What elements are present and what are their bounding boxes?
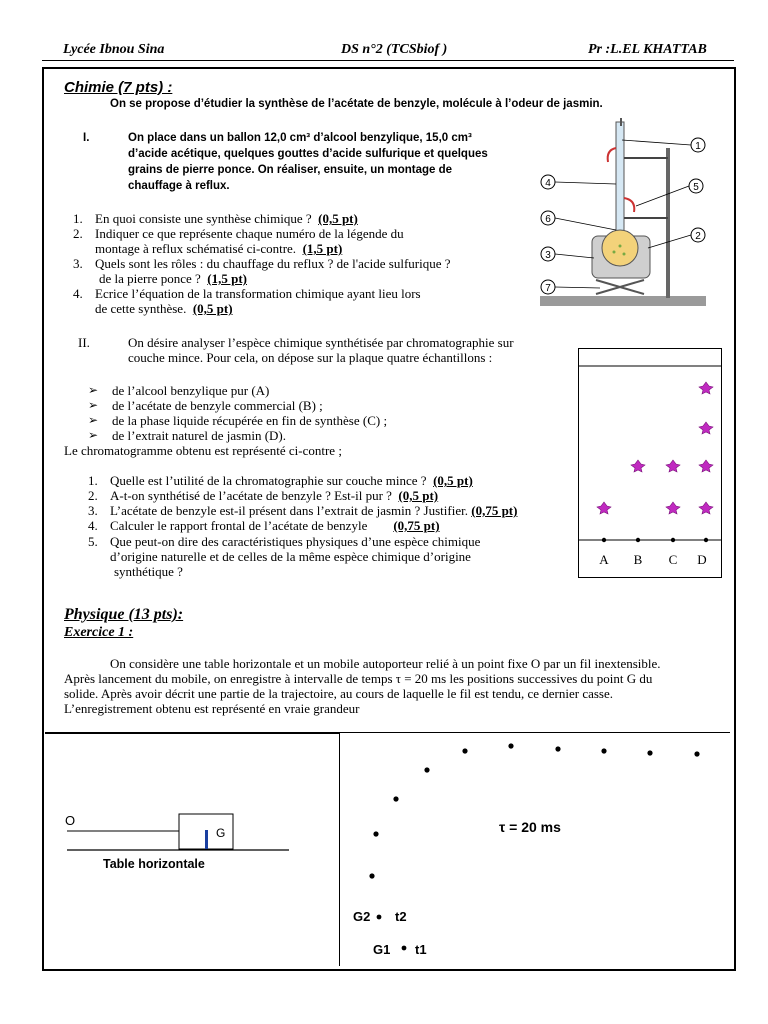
chromatogram-plate bbox=[578, 348, 722, 578]
question-2: 2. A-t-on synthétisé de l’acétate de benzyle ? Est-il pur ? (0,5 pt) bbox=[88, 488, 439, 503]
legend-number: 4 bbox=[545, 178, 551, 189]
chromato-sentence: Le chromatogramme obtenu est représenté ci-contre ; bbox=[64, 443, 342, 458]
legend-number: 3 bbox=[545, 250, 551, 261]
deposit-point bbox=[704, 538, 708, 542]
legend-number: 6 bbox=[545, 214, 551, 225]
recorded-point bbox=[424, 767, 429, 772]
question-5: 5. Que peut-on dire des caractéristiques physiques d’une espèce chimique d’origine naturelle et de celles de la même espèce chimique d’origine synthétique ? bbox=[88, 534, 481, 579]
recorded-point bbox=[694, 751, 699, 756]
question-3: 3. L’acétate de benzyle est-il présent dans l’extrait de jasmin ? Justifier. (0,75 pt) bbox=[88, 503, 518, 518]
question-1: 1. Quelle est l’utilité de la chromatographie sur couche mince ? (0,5 pt) bbox=[88, 473, 473, 488]
part1-line: chauffage à reflux. bbox=[128, 180, 230, 192]
recorded-point bbox=[601, 748, 606, 753]
recorded-point bbox=[555, 746, 560, 751]
stand-rod bbox=[666, 148, 670, 298]
points-badge: (0,75 pt) bbox=[393, 518, 440, 533]
points-badge: (1,5 pt) bbox=[302, 241, 343, 256]
lane-label: A bbox=[599, 552, 609, 567]
legend-number: 2 bbox=[695, 231, 701, 242]
lane-label: D bbox=[697, 552, 707, 567]
chimie-title: Chimie (7 pts) : bbox=[64, 79, 173, 96]
deposit-point bbox=[602, 538, 606, 542]
recorded-point bbox=[647, 750, 652, 755]
deposit-point bbox=[671, 538, 675, 542]
teacher-name: Pr :L.EL KHATTAB bbox=[588, 42, 707, 57]
part1-line: d’acide acétique, quelques gouttes d’acide sulfurique et quelques bbox=[128, 148, 488, 160]
points-badge: (0,5 pt) bbox=[433, 473, 473, 488]
recording-figure-top bbox=[339, 732, 730, 733]
reflux-apparatus-figure bbox=[536, 118, 712, 318]
recorded-point bbox=[373, 831, 378, 836]
part2-text bbox=[128, 335, 568, 365]
sample-list bbox=[88, 383, 528, 443]
text-line: solide. Après avoir décrit une partie de la trajectoire, au cours de laquelle le fil est tendu, ce dernier casse. bbox=[64, 686, 614, 701]
points-badge: (0,5 pt) bbox=[192, 301, 233, 316]
legend-number: 1 bbox=[695, 141, 701, 152]
round-bottom-flask bbox=[602, 230, 638, 266]
setup-figure bbox=[45, 734, 339, 964]
apparatus-base bbox=[540, 296, 706, 306]
t2-label: t2 bbox=[395, 909, 407, 924]
g1-point bbox=[402, 946, 407, 951]
part2-question-list bbox=[88, 473, 568, 579]
deposit-point bbox=[636, 538, 640, 542]
school-name: Lycée Ibnou Sina bbox=[63, 42, 165, 57]
list-item: ➢ de l’acétate de benzyle commercial (B) ; bbox=[88, 398, 528, 413]
text-line: On considère une table horizontale et un mobile autoporteur relié à un point fixe O par un fil inextensible. bbox=[110, 656, 661, 671]
list-item: ➢ de l’alcool benzylique pur (A) bbox=[88, 383, 528, 398]
lane-label: B bbox=[633, 552, 643, 567]
condenser bbox=[616, 122, 624, 232]
part1-text bbox=[128, 130, 528, 194]
point-g-label: G bbox=[216, 826, 226, 840]
part2-roman: II. bbox=[78, 335, 90, 350]
lane-label: C bbox=[668, 552, 678, 567]
part1-roman: I. bbox=[83, 132, 90, 144]
part2-line: On désire analyser l’espèce chimique synthétisée par chromatographie sur bbox=[128, 335, 514, 350]
points-badge: (0,5 pt) bbox=[398, 488, 439, 503]
legend-number: 5 bbox=[693, 182, 699, 193]
exercise-title: Exercice 1 : bbox=[64, 625, 134, 640]
text-line: Après lancement du mobile, on enregistre à intervalle de temps τ = 20 ms les positions successives du point G du bbox=[64, 671, 653, 686]
question-1: 1. En quoi consiste une synthèse chimique ? (0,5 pt) bbox=[73, 211, 358, 226]
g2-label: G2 bbox=[353, 909, 371, 924]
question-4: 4. Ecrice l’équation de la transformation chimique ayant lieu lors de cette synthèse. (0,5 pt) bbox=[73, 286, 421, 316]
part1-line: On place dans un ballon 12,0 cm³ d’alcool benzylique, 15,0 cm³ bbox=[128, 132, 472, 144]
physique-title: Physique (13 pts): bbox=[64, 606, 184, 623]
text-line: L’enregistrement obtenu est représenté en vraie grandeur bbox=[64, 701, 360, 716]
trajectory-recording bbox=[339, 734, 730, 964]
recorded-point bbox=[393, 796, 398, 801]
points-badge: (0,5 pt) bbox=[318, 211, 358, 226]
header-rule bbox=[42, 60, 734, 61]
t1-label: t1 bbox=[415, 942, 427, 957]
g2-point bbox=[377, 915, 382, 920]
question-3: 3. Quels sont les rôles : du chauffage du reflux ? de l'acide sulfurique ? de la pierre ponce ? (1,5 pt) bbox=[73, 256, 451, 286]
exercise-text bbox=[64, 656, 728, 716]
legend-number: 7 bbox=[545, 283, 551, 294]
part1-line: grains de pierre ponce. On réaliser, ensuite, un montage de bbox=[128, 164, 453, 176]
puck-marker bbox=[205, 830, 208, 849]
table-label: Table horizontale bbox=[103, 857, 205, 871]
part2-line: couche mince. Pour cela, on dépose sur la plaque quatre échantillons : bbox=[128, 350, 493, 365]
point-o-label: O bbox=[65, 813, 76, 828]
points-badge: (1,5 pt) bbox=[207, 271, 247, 286]
recorded-point bbox=[462, 748, 467, 753]
list-item: ➢ de la phase liquide récupérée en fin de synthèse (C) ; bbox=[88, 413, 528, 428]
question-2: 2. Indiquer ce que représente chaque numéro de la légende du montage à reflux schématisé ci-contre. (1,5 pt) bbox=[73, 226, 404, 256]
list-item: ➢ de l’extrait naturel de jasmin (D). bbox=[88, 428, 528, 443]
exam-title: DS n°2 (TCSbiof ) bbox=[341, 42, 448, 57]
recorded-point bbox=[508, 743, 513, 748]
chimie-intro: On se propose d’étudier la synthèse de l’acétate de benzyle, molécule à l’odeur de jasmin. bbox=[110, 98, 603, 110]
points-badge: (0,75 pt) bbox=[471, 503, 518, 518]
question-4: 4. Calculer le rapport frontal de l’acétate de benzyle (0,75 pt) bbox=[88, 518, 440, 533]
recorded-point bbox=[369, 873, 374, 878]
g1-label: G1 bbox=[373, 942, 391, 957]
part1-question-list bbox=[73, 211, 473, 316]
tau-label: τ = 20 ms bbox=[499, 819, 561, 835]
